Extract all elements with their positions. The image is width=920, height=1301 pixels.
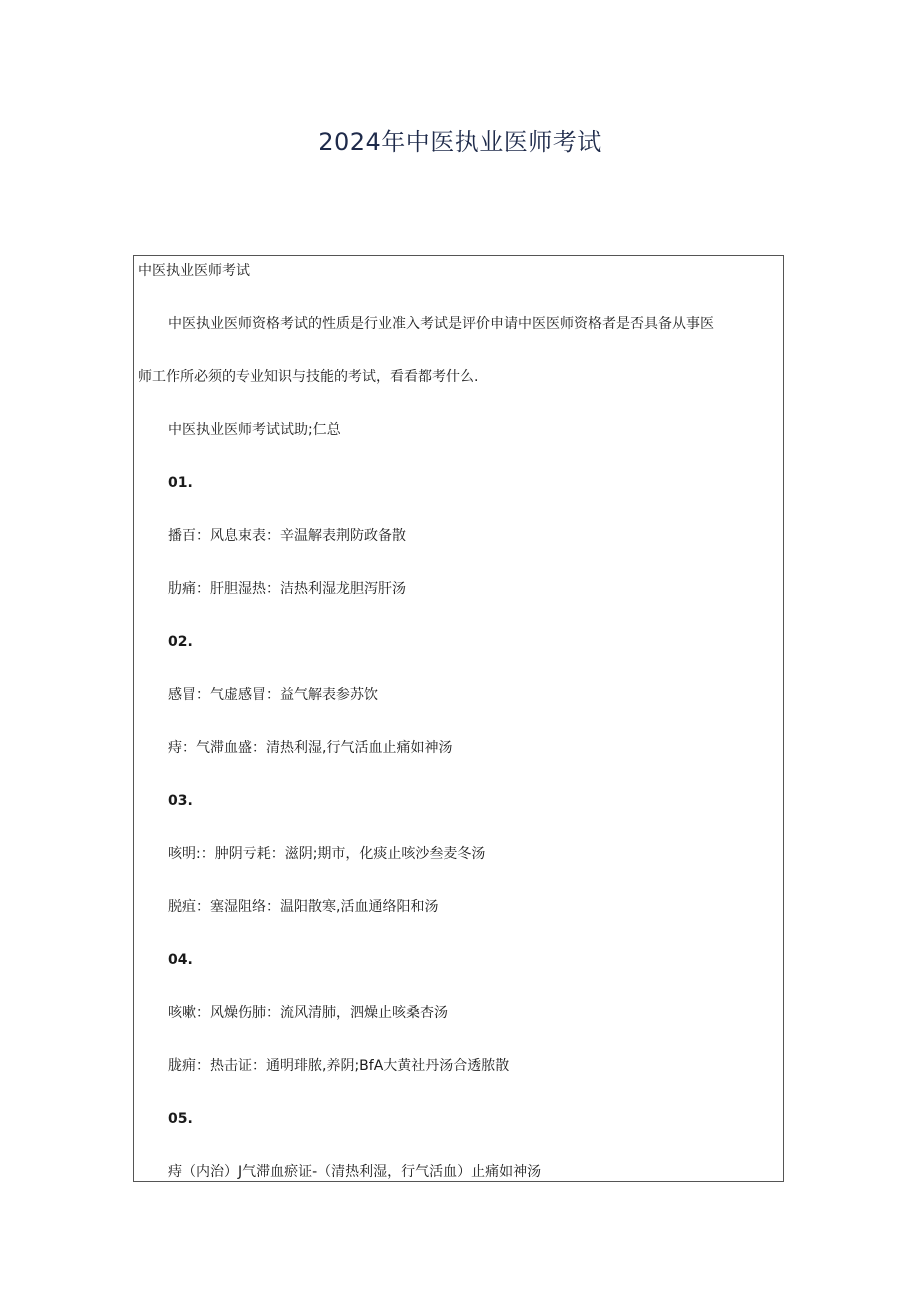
section-number: 04.: [168, 952, 193, 968]
intro-line: 中医执业医师资格考试的性质是行业准入考试是评价申请中医医师资格者是否具备从事医: [168, 316, 714, 332]
list-item: 胧痈：热击证：通明琲脓,养阴;BfA大黄社丹汤合透脓散: [168, 1058, 510, 1074]
page-title: 2024年中医执业医师考试: [318, 128, 602, 156]
list-item: 咳明:：肿阴亏耗：滋阴;期市，化痰止咳沙叁麦冬汤: [168, 846, 486, 862]
section-number: 03.: [168, 793, 193, 809]
content-box: [133, 255, 784, 1182]
list-item: 肋痛：肝胆湿热：洁热利湿龙胆泻肝汤: [168, 581, 406, 597]
list-item: 痔（内治）J气滞血瘀证-（清热利湿，行气活血）止痛如神汤: [168, 1164, 542, 1180]
list-item: 感冒：气虚感冒：益气解表参苏饮: [168, 687, 378, 703]
section-number: 01.: [168, 475, 193, 491]
section-number: 05.: [168, 1111, 193, 1127]
list-item: 播百：风息束表：辛温解表荆防政备散: [168, 528, 406, 544]
summary-heading: 中医执业医师考试试助;仁总: [168, 422, 341, 438]
box-header: 中医执业医师考试: [138, 263, 250, 279]
list-item: 咳嗽：风燥伤肺：流风清肺，泗燥止咳桑杏汤: [168, 1005, 448, 1021]
list-item: 痔：气滞血盛：清热利湿,行气活血止痛如神汤: [168, 740, 453, 756]
section-number: 02.: [168, 634, 193, 650]
intro-line-continued: 师工作所必须的专业知识与技能的考试，看看都考什么.: [138, 369, 479, 385]
list-item: 脱疽：塞湿阻络：温阳散寒,活血通络阳和汤: [168, 899, 439, 915]
